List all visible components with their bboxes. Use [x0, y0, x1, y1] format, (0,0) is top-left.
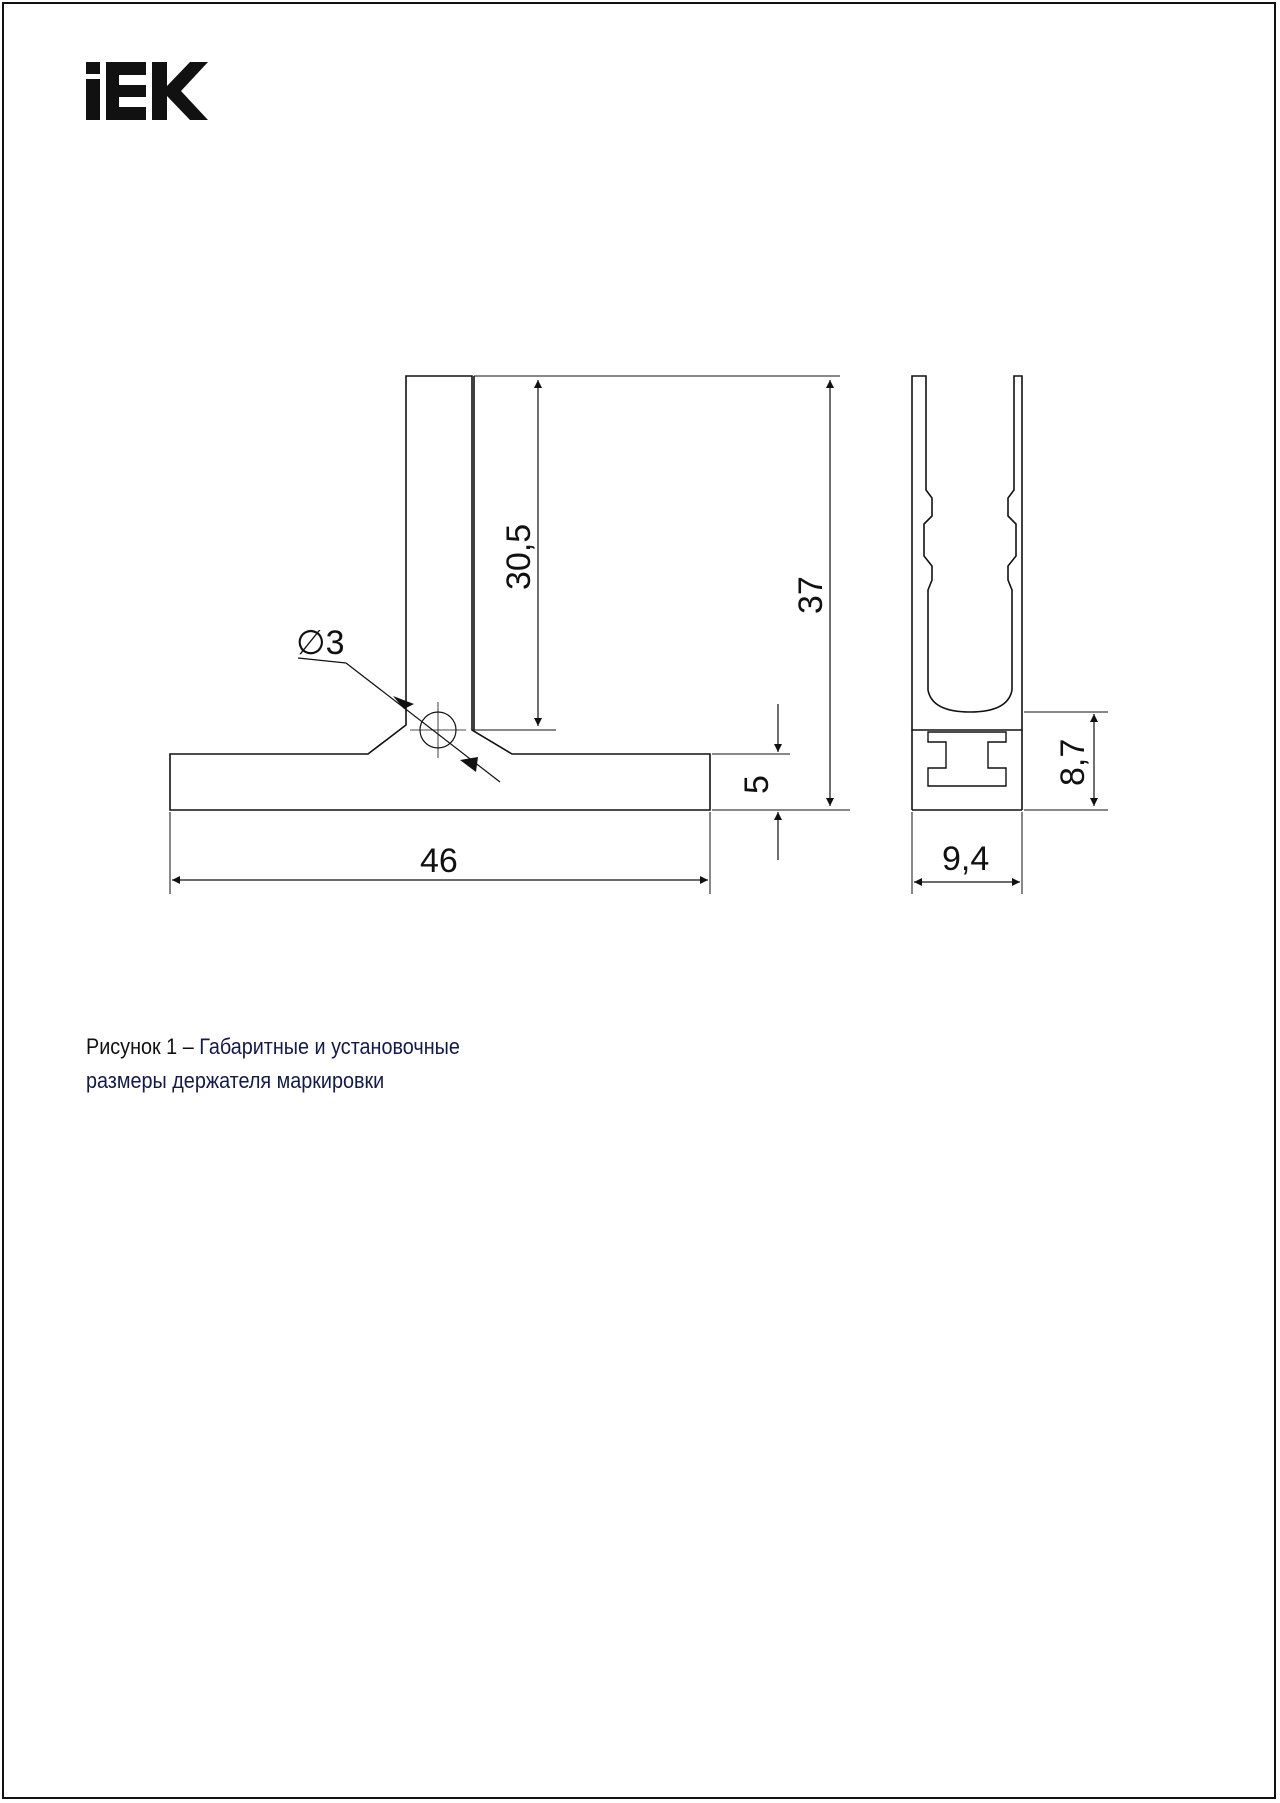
caption-title-line-1: Габаритные и установочные [199, 1034, 460, 1059]
dim-total-height: 37 [792, 576, 830, 614]
dim-upright-height: 30,5 [500, 523, 538, 590]
dim-profile-width: 9,4 [942, 840, 990, 878]
dim-base-thickness: 5 [738, 775, 776, 794]
caption-line-1 [86, 1030, 460, 1064]
holder-front-outline [170, 376, 710, 810]
holder-side-profile [912, 376, 1022, 730]
dim-profile-base-height: 8,7 [1054, 738, 1092, 786]
caption-title-line-2: размеры держателя маркировки [86, 1068, 385, 1093]
dim-hole-diameter: ∅3 [296, 624, 345, 662]
figure-caption [86, 1030, 460, 1098]
dim-base-length: 46 [420, 842, 458, 880]
caption-lead: Рисунок 1 – [86, 1034, 194, 1059]
